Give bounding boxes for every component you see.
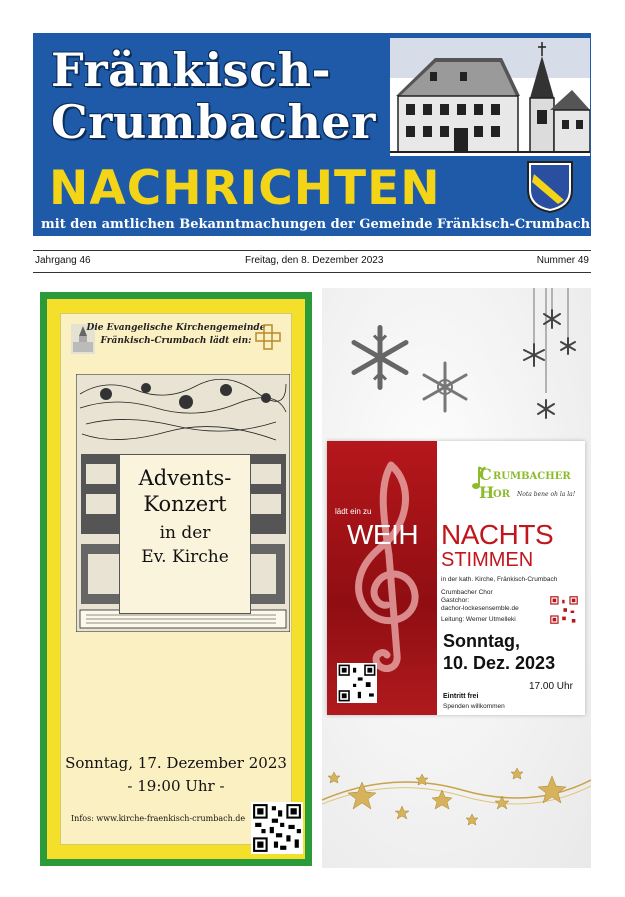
concert-title-box xyxy=(119,454,251,614)
choir-slogan: Nota bene oh la la! xyxy=(517,491,576,498)
choir-day: Sonntag, xyxy=(443,631,520,651)
admission-text: Eintritt frei xyxy=(443,693,479,700)
newspaper-title-line2: Crumbacher xyxy=(51,95,376,149)
concert-title-line2: Konzert xyxy=(143,492,227,516)
performers-line3: dachor-lockesensemble.de xyxy=(441,605,519,612)
town-illustration xyxy=(390,38,590,156)
qr-code-icon xyxy=(549,595,579,625)
concert-title-line3: in der xyxy=(159,523,211,543)
concert-date: Sonntag, 17. Dezember 2023 xyxy=(65,754,287,772)
snowflake-icon xyxy=(345,320,415,395)
concert-info-link: Infos: www.kirche-fraenkisch-crumbach.de xyxy=(71,814,246,823)
issue-date: Freitag, den 8. Dezember 2023 xyxy=(245,255,384,266)
poster-red-panel xyxy=(327,441,437,715)
christmas-choir-poster xyxy=(327,441,585,715)
choir-logo-or: OR xyxy=(493,489,511,500)
qr-code-icon xyxy=(337,663,377,703)
leader-text: Leitung: Werner Utmelleki xyxy=(441,616,516,623)
title-part-nachts: NACHTS xyxy=(441,519,554,550)
invitation-line2: Fränkisch-Crumbach lädt ein: xyxy=(100,336,252,346)
concert-time: - 19:00 Uhr - xyxy=(127,777,225,795)
choir-logo-rumbacher: RUMBACHER xyxy=(493,471,571,482)
concert-title-line4: Ev. Kirche xyxy=(141,547,229,567)
qr-code-icon xyxy=(251,802,303,854)
issue-info-bar xyxy=(33,255,591,269)
cross-logo-icon xyxy=(255,324,281,350)
hanging-snowflakes-icon xyxy=(520,288,588,423)
choir-logo-c: C xyxy=(479,465,492,484)
coat-of-arms-icon xyxy=(526,160,574,214)
title-part-stimmen: STIMMEN xyxy=(441,549,534,571)
performers-line2: Gastchor: xyxy=(441,597,470,604)
treble-clef-icon xyxy=(339,455,429,675)
newspaper-title-line1: Fränkisch- xyxy=(51,43,332,97)
advent-concert-poster xyxy=(40,292,312,866)
choir-logo-h: H xyxy=(479,483,495,502)
performers-line1: Crumbacher Chor xyxy=(441,589,493,596)
invitation-line1: Die Evangelische Kirchengemeinde xyxy=(86,323,266,333)
snowflake-icon xyxy=(418,358,472,416)
choir-time: 17.00 Uhr xyxy=(529,681,573,692)
concert-title-line1: Advents- xyxy=(138,466,232,490)
newspaper-banner: NACHRICHTEN xyxy=(49,161,441,216)
divider-top xyxy=(33,250,591,251)
golden-stars-garland xyxy=(322,760,591,830)
title-part-weih: WEIH xyxy=(347,519,419,550)
masthead xyxy=(33,33,591,236)
divider-bottom xyxy=(33,272,591,273)
newspaper-subtitle: mit den amtlichen Bekanntmachungen der Gemeinde Fränkisch-Crumbach xyxy=(41,217,591,232)
issue-number: Nummer 49 xyxy=(536,255,589,266)
donations-text: Spenden willkommen xyxy=(443,703,505,710)
volume-label: Jahrgang 46 xyxy=(35,255,91,266)
choir-date: 10. Dez. 2023 xyxy=(443,653,556,673)
venue-text: in der kath. Kirche, Fränkisch-Crumbach xyxy=(441,576,558,583)
invites-text: lädt ein zu xyxy=(335,507,372,516)
